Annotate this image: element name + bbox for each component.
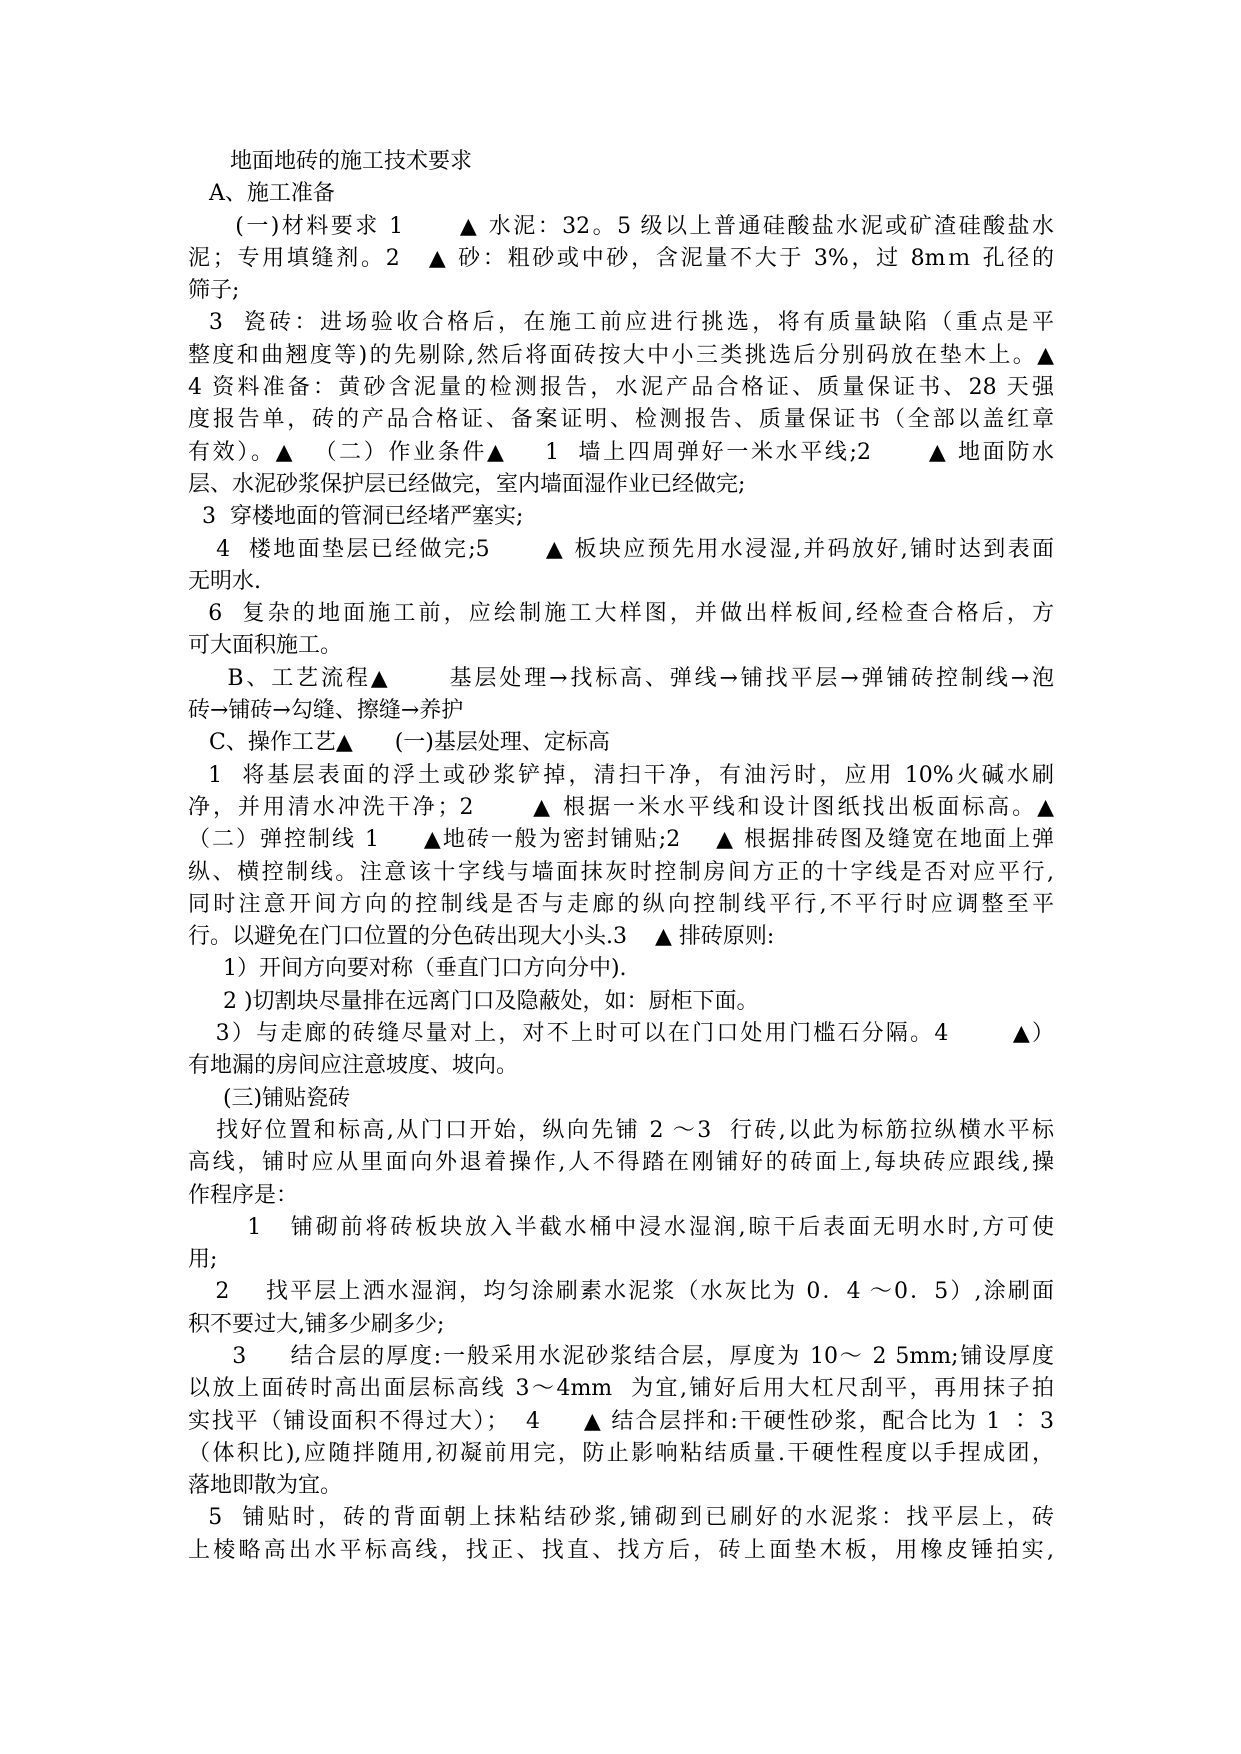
text-line: 落地即散为宜。 [188, 1473, 343, 1499]
text-line: 度报告单，砖的产品合格证、备案证明、检测报告、质量保证书（全部以盖红章 [188, 407, 1054, 433]
text-line: 同时注意开间方向的控制线是否与走廊的纵向控制线平行,不平行时应调整至平 [188, 891, 1054, 917]
text-line: 上棱略高出水平标高线，找正、找直、找方后，砖上面垫木板，用橡皮锤拍实, [188, 1537, 1054, 1563]
text-line: 高线，铺时应从里面向外退着操作,人不得踏在刚铺好的砖面上,每块砖应跟线,操 [188, 1150, 1054, 1176]
text-line: 6 复杂的地面施工前，应绘制施工大样图，并做出样板间,经检查合格后，方 [188, 601, 1054, 627]
text-line: 积不要过大,铺多少刷多少; [188, 1311, 445, 1337]
text-line: 实找平（铺设面积不得过大）； 4 ▲ 结合层拌和:干硬性砂浆，配合比为 1 ∶ 3 [188, 1408, 1054, 1434]
text-line: 整度和曲翘度等)的先剔除,然后将面砖按大中小三类挑选后分别码放在垫木上。▲ [188, 342, 1054, 368]
text-line: C、操作工艺▲ (一)基层处理、定标高 [188, 730, 610, 756]
text-line: 3 结合层的厚度:一般采用水泥砂浆结合层，厚度为 10～ 2 5mm;铺设厚度 [188, 1343, 1054, 1369]
text-line: 2 找平层上洒水湿润，均匀涂刷素水泥浆（水灰比为 0．4 ～0．5）,涂刷面 [188, 1279, 1054, 1305]
text-line: (一)材料要求 1 ▲ 水泥：32。5 级以上普通硅酸盐水泥或矿渣硅酸盐水 [188, 213, 1054, 239]
text-line: 层、水泥砂浆保护层已经做完，室内墙面湿作业已经做完; [188, 471, 746, 497]
text-line: 泥；专用填缝剂。2 ▲ 砂：粗砂或中砂，含泥量不大于 3%，过 8mｍ 孔径的 [188, 245, 1054, 271]
text-line: 地面地砖的施工技术要求 [188, 149, 472, 174]
text-line: 纵、横控制线。注意该十字线与墙面抹灰时控制房间方正的十字线是否对应平行, [188, 859, 1054, 885]
text-line: B、工艺流程▲ 基层处理→找标高、弹线→铺找平层→弹铺砖控制线→泡 [188, 665, 1054, 691]
text-line: 3 穿楼地面的管洞已经堵严塞实; [188, 504, 524, 530]
text-line: 可大面积施工。 [188, 633, 343, 659]
text-line: 净，并用清水冲洗干净；2 ▲ 根据一米水平线和设计图纸找出板面标高。▲ [188, 794, 1054, 820]
text-line: 无明水. [188, 568, 261, 594]
document-body [188, 146, 1054, 1567]
text-line: 2 )切割块尽量排在远离门口及隐蔽处，如：厨柜下面。 [188, 988, 759, 1014]
text-line: 4 楼地面垫层已经做完;5 ▲ 板块应预先用水浸湿,并码放好,铺时达到表面 [188, 536, 1054, 562]
text-line: A、施工准备 [188, 181, 335, 207]
text-line: 有地漏的房间应注意坡度、坡向。 [188, 1053, 519, 1079]
text-line: 5 铺贴时，砖的背面朝上抹粘结砂浆,铺砌到已刷好的水泥浆：找平层上，砖 [188, 1505, 1054, 1531]
text-line: （体积比),应随拌随用,初凝前用完，防止影响粘结质量.干硬性程度以手捏成团， [188, 1440, 1054, 1466]
text-line: （二）弹控制线 1 ▲地砖一般为密封铺贴;2 ▲ 根据排砖图及缝宽在地面上弹 [188, 827, 1054, 853]
text-line: 砖→铺砖→勾缝、擦缝→养护 [188, 698, 464, 724]
text-line: 1 铺砌前将砖板块放入半截水桶中浸水湿润,晾干后表面无明水时,方可使 [188, 1214, 1054, 1240]
text-line: 用; [188, 1247, 218, 1273]
text-line: 1）开间方向要对称（垂直门口方向分中). [188, 956, 627, 982]
text-line: 找好位置和标高,从门口开始，纵向先铺 2 ～3 行砖,以此为标筋拉纵横水平标 [188, 1117, 1054, 1143]
text-line: 3 瓷砖：进场验收合格后，在施工前应进行挑选，将有质量缺陷（重点是平 [188, 310, 1054, 336]
text-line: 作程序是： [188, 1182, 299, 1208]
text-line: 行。以避免在门口位置的分色砖出现大小头.3 ▲ 排砖原则: [188, 924, 775, 950]
text-line: 3）与走廊的砖缝尽量对上，对不上时可以在门口处用门槛石分隔。4 ▲） [188, 1021, 1054, 1047]
text-line: 以放上面砖时高出面层标高线 3～4mm 为宜,铺好后用大杠尺刮平，再用抹子拍 [188, 1376, 1054, 1402]
text-line: 4 资料准备：黄砂含泥量的检测报告，水泥产品合格证、质量保证书、28 天强 [188, 375, 1054, 401]
text-line: 1 将基层表面的浮土或砂浆铲掉，清扫干净，有油污时，应用 10%火碱水刷 [188, 762, 1054, 788]
text-line: 筛子; [188, 278, 240, 304]
text-line: (三)铺贴瓷砖 [188, 1085, 351, 1111]
text-line: 有效）。▲ （二）作业条件▲ 1 墙上四周弹好一米水平线;2 ▲ 地面防水 [188, 439, 1054, 465]
